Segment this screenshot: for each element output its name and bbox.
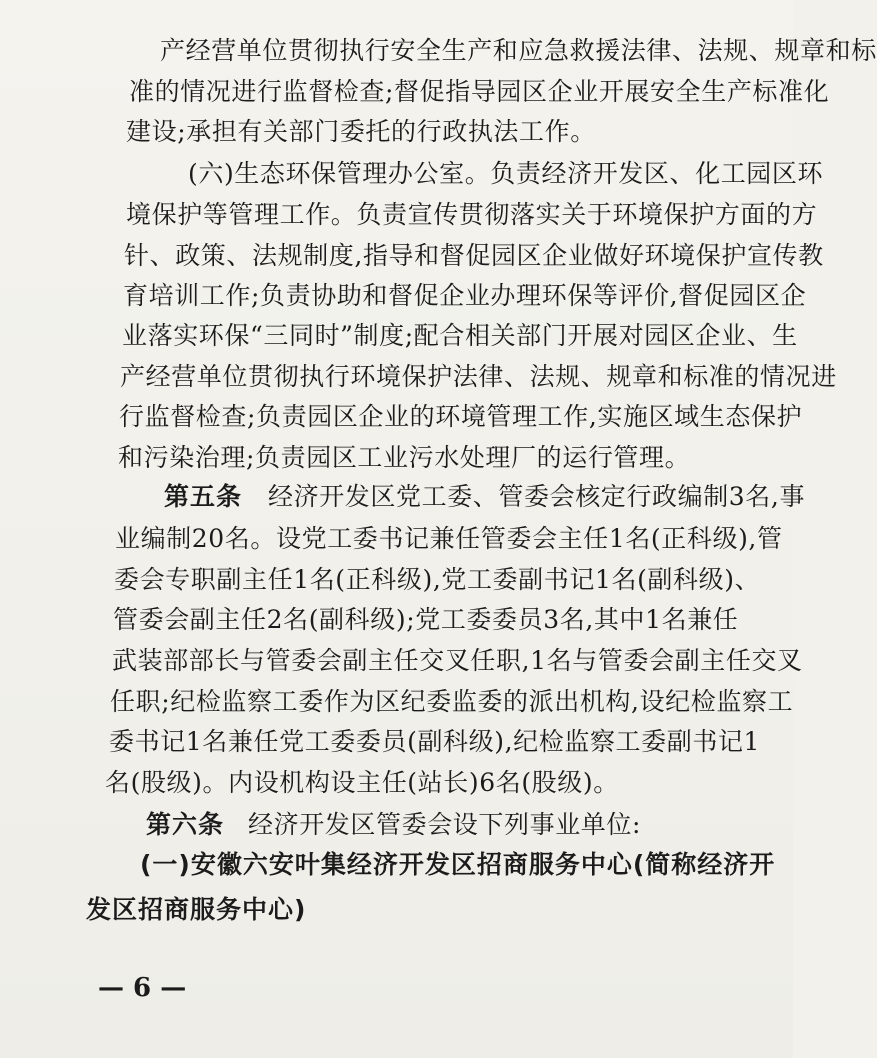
text-line-1: 产经营单位贯彻执行安全生产和应急救援法律、法规、规章和标 (160, 36, 877, 65)
text-line-20: 经济开发区管委会设下列事业单位: (248, 810, 642, 839)
page-number: — 6 — (98, 973, 187, 1003)
text-line-7: 育培训工作;负责协助和督促企业办理环保等评价,督促园区企 (123, 281, 807, 310)
text-line-18: 委书记1名兼任党工委委员(副科级),纪检监察工委副书记1 (109, 727, 761, 756)
text-line-15: 管委会副主任2名(副科级);党工委委员3名,其中1名兼任 (113, 605, 739, 634)
text-line-17: 任职;纪检监察工委作为区纪委监委的派出机构,设纪检监察工 (110, 687, 794, 716)
text-line-4: (六)生态环保管理办公室。负责经济开发区、化工园区环 (188, 159, 824, 188)
text-line-8: 业落实环保“三同时”制度;配合相关部门开展对园区企业、生 (122, 321, 798, 350)
text-line-5: 境保护等管理工作。负责宣传贯彻落实关于环境保护方面的方 (126, 200, 818, 229)
text-line-11: 和污染治理;负责园区工业污水处理厂的运行管理。 (118, 443, 691, 472)
text-line-3: 建设;承担有关部门委托的行政执法工作。 (126, 117, 596, 146)
text-line-2: 准的情况进行监督检查;督促指导园区企业开展安全生产标准化 (129, 77, 830, 106)
text-line-21: (一)安徽六安叶集经济开发区招商服务中心(简称经济开 (140, 850, 776, 879)
text-line-14: 委会专职副主任1名(正科级),党工委副书记1名(副科级)、 (114, 565, 761, 594)
text-line-10: 行监督检查;负责园区企业的环境管理工作,实施区域生态保护 (119, 402, 803, 431)
article-5-label: 第五条 (164, 482, 243, 511)
text-line-6: 针、政策、法规制度,指导和督促园区企业做好环境保护宣传教 (124, 241, 824, 270)
text-line-22: 发区招商服务中心) (86, 895, 307, 924)
text-line-13: 业编制20名。设党工委书记兼任管委会主任1名(正科级),管 (115, 524, 783, 553)
text-line-16: 武装部部长与管委会副主任交叉任职,1名与管委会副主任交叉 (112, 646, 803, 675)
article-6-label: 第六条 (146, 810, 225, 839)
text-line-19: 名(股级)。内设机构设主任(站长)6名(股级)。 (105, 768, 619, 797)
text-line-9: 产经营单位贯彻执行环境保护法律、法规、规章和标准的情况进 (120, 362, 837, 391)
text-line-12: 经济开发区党工委、管委会核定行政编制3名,事 (268, 482, 806, 511)
